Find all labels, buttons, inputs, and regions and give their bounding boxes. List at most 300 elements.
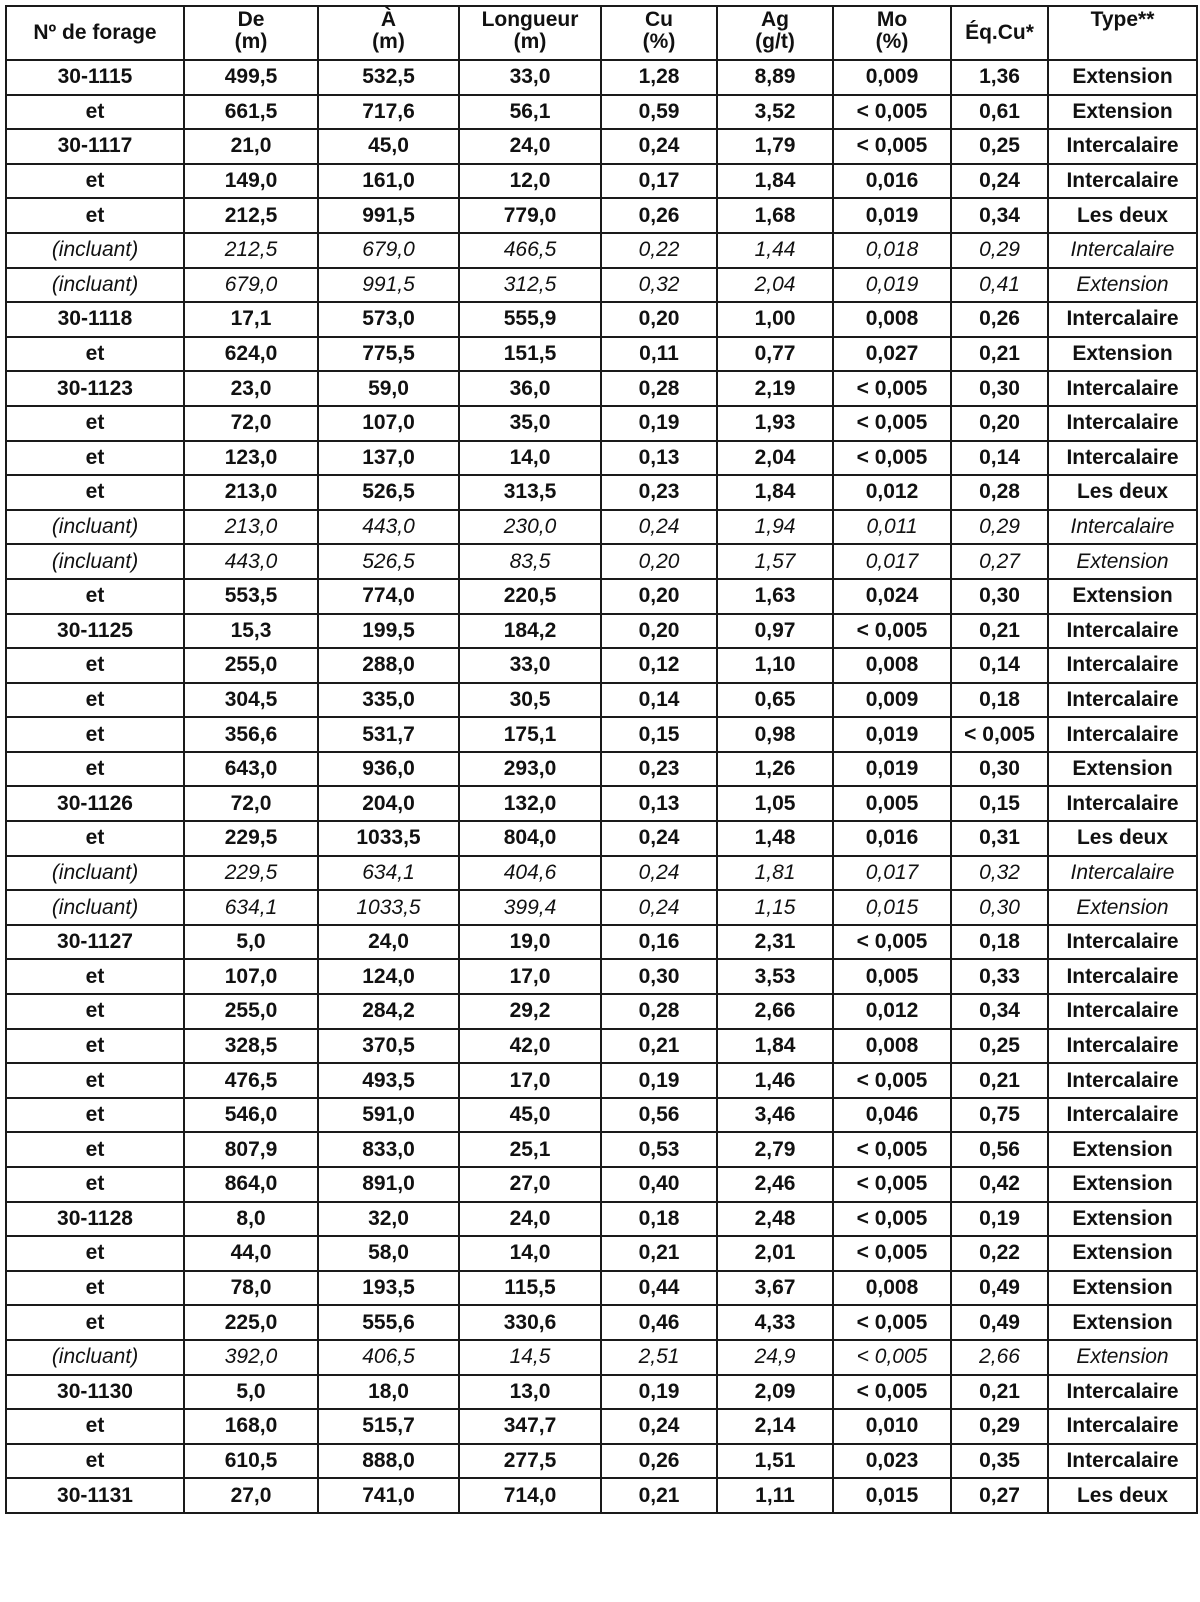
cell-to: 107,0	[318, 406, 459, 441]
cell-to: 137,0	[318, 441, 459, 476]
table-row	[6, 925, 1197, 960]
cell-length: 24,0	[459, 129, 601, 164]
table-row	[6, 1478, 1197, 1513]
cell-mo: 0,016	[833, 821, 951, 856]
cell-hole-id: 30-1118	[6, 302, 184, 337]
cell-type: Extension	[1048, 337, 1197, 372]
cell-cu: 0,24	[601, 129, 717, 164]
cell-type: Extension	[1048, 579, 1197, 614]
cell-cu: 0,13	[601, 441, 717, 476]
cell-mo: 0,019	[833, 752, 951, 787]
cell-length: 804,0	[459, 821, 601, 856]
cell-from: 212,5	[184, 233, 318, 268]
cell-length: 115,5	[459, 1271, 601, 1306]
cell-hole-id: 30-1128	[6, 1202, 184, 1237]
cell-cu-eq: 0,35	[951, 1444, 1048, 1479]
cell-length: 35,0	[459, 406, 601, 441]
cell-hole-id: et	[6, 959, 184, 994]
cell-cu-eq: 0,15	[951, 786, 1048, 821]
cell-to: 526,5	[318, 544, 459, 579]
table-row	[6, 1202, 1197, 1237]
cell-from: 499,5	[184, 60, 318, 95]
cell-to: 591,0	[318, 1098, 459, 1133]
header-label: Type**	[1090, 8, 1155, 31]
cell-length: 330,6	[459, 1305, 601, 1340]
cell-to: 288,0	[318, 648, 459, 683]
cell-hole-id: et	[6, 337, 184, 372]
cell-from: 21,0	[184, 129, 318, 164]
table-row	[6, 579, 1197, 614]
cell-cu: 0,19	[601, 406, 717, 441]
cell-hole-id: et	[6, 717, 184, 752]
cell-from: 553,5	[184, 579, 318, 614]
cell-to: 717,6	[318, 95, 459, 130]
cell-hole-id: et	[6, 406, 184, 441]
column-header-mo	[833, 6, 951, 60]
table-row	[6, 717, 1197, 752]
table-row-including	[6, 544, 1197, 579]
cell-ag: 2,04	[717, 268, 833, 303]
cell-cu: 0,24	[601, 510, 717, 545]
table-header	[6, 6, 1197, 60]
cell-ag: 1,94	[717, 510, 833, 545]
cell-from: 229,5	[184, 856, 318, 891]
cell-to: 634,1	[318, 856, 459, 891]
cell-ag: 2,66	[717, 994, 833, 1029]
cell-cu-eq: 0,14	[951, 648, 1048, 683]
cell-length: 45,0	[459, 1098, 601, 1133]
cell-cu-eq: 0,29	[951, 510, 1048, 545]
cell-cu: 0,24	[601, 856, 717, 891]
cell-length: 132,0	[459, 786, 601, 821]
cell-from: 5,0	[184, 1375, 318, 1410]
cell-to: 18,0	[318, 1375, 459, 1410]
cell-cu-eq: 0,30	[951, 371, 1048, 406]
cell-cu-eq: 0,21	[951, 337, 1048, 372]
header-unit: (m)	[372, 30, 405, 53]
cell-hole-id: et	[6, 198, 184, 233]
cell-hole-id: 30-1131	[6, 1478, 184, 1513]
cell-ag: 1,93	[717, 406, 833, 441]
header-unit: (m)	[234, 30, 268, 53]
column-header-cu-eq	[951, 6, 1048, 60]
cell-hole-id: et	[6, 1305, 184, 1340]
column-header-hole-id	[6, 6, 184, 60]
cell-type: Intercalaire	[1048, 648, 1197, 683]
cell-to: 833,0	[318, 1132, 459, 1167]
cell-from: 123,0	[184, 441, 318, 476]
cell-length: 24,0	[459, 1202, 601, 1237]
cell-length: 230,0	[459, 510, 601, 545]
cell-cu: 0,11	[601, 337, 717, 372]
table-row	[6, 1409, 1197, 1444]
cell-cu-eq: 0,61	[951, 95, 1048, 130]
cell-to: 741,0	[318, 1478, 459, 1513]
cell-to: 199,5	[318, 614, 459, 649]
cell-type: Intercalaire	[1048, 1098, 1197, 1133]
cell-ag: 0,98	[717, 717, 833, 752]
header-unit: (%)	[875, 30, 909, 53]
cell-mo: < 0,005	[833, 129, 951, 164]
cell-mo: < 0,005	[833, 406, 951, 441]
cell-ag: 2,14	[717, 1409, 833, 1444]
cell-from: 610,5	[184, 1444, 318, 1479]
cell-ag: 1,10	[717, 648, 833, 683]
cell-from: 78,0	[184, 1271, 318, 1306]
cell-to: 193,5	[318, 1271, 459, 1306]
cell-length: 555,9	[459, 302, 601, 337]
cell-type: Intercalaire	[1048, 1029, 1197, 1064]
cell-hole-id: 30-1123	[6, 371, 184, 406]
header-unit: (m)	[513, 30, 547, 53]
cell-cu-eq: 0,28	[951, 475, 1048, 510]
cell-from: 107,0	[184, 959, 318, 994]
cell-length: 399,4	[459, 890, 601, 925]
cell-type: Les deux	[1048, 1478, 1197, 1513]
cell-from: 864,0	[184, 1167, 318, 1202]
cell-cu-eq: 2,66	[951, 1340, 1048, 1375]
cell-from: 72,0	[184, 406, 318, 441]
cell-to: 204,0	[318, 786, 459, 821]
cell-type: Intercalaire	[1048, 614, 1197, 649]
table-row	[6, 752, 1197, 787]
cell-to: 991,5	[318, 268, 459, 303]
header-label: Ag	[761, 8, 789, 31]
cell-length: 17,0	[459, 959, 601, 994]
cell-length: 220,5	[459, 579, 601, 614]
cell-to: 493,5	[318, 1063, 459, 1098]
cell-cu: 0,46	[601, 1305, 717, 1340]
cell-length: 277,5	[459, 1444, 601, 1479]
cell-length: 14,0	[459, 1236, 601, 1271]
cell-ag: 1,15	[717, 890, 833, 925]
table-row	[6, 475, 1197, 510]
cell-from: 624,0	[184, 337, 318, 372]
cell-to: 32,0	[318, 1202, 459, 1237]
cell-hole-id: et	[6, 683, 184, 718]
cell-cu-eq: 0,21	[951, 614, 1048, 649]
cell-mo: < 0,005	[833, 1132, 951, 1167]
cell-length: 466,5	[459, 233, 601, 268]
cell-ag: 3,52	[717, 95, 833, 130]
cell-ag: 1,81	[717, 856, 833, 891]
column-header-cu	[601, 6, 717, 60]
cell-type: Intercalaire	[1048, 683, 1197, 718]
cell-hole-id: 30-1117	[6, 129, 184, 164]
cell-mo: < 0,005	[833, 441, 951, 476]
cell-from: 546,0	[184, 1098, 318, 1133]
cell-from: 255,0	[184, 994, 318, 1029]
cell-cu: 0,30	[601, 959, 717, 994]
cell-hole-id: et	[6, 1098, 184, 1133]
cell-cu-eq: 0,42	[951, 1167, 1048, 1202]
cell-to: 555,6	[318, 1305, 459, 1340]
cell-to: 1033,5	[318, 821, 459, 856]
cell-hole-id: et	[6, 579, 184, 614]
cell-cu-eq: 0,56	[951, 1132, 1048, 1167]
cell-ag: 1,84	[717, 164, 833, 199]
cell-ag: 0,97	[717, 614, 833, 649]
cell-mo: 0,008	[833, 1271, 951, 1306]
cell-hole-id: et	[6, 1444, 184, 1479]
cell-cu: 0,26	[601, 1444, 717, 1479]
table-row	[6, 1444, 1197, 1479]
table-row	[6, 1305, 1197, 1340]
cell-mo: 0,017	[833, 544, 951, 579]
cell-cu: 0,17	[601, 164, 717, 199]
cell-to: 774,0	[318, 579, 459, 614]
cell-from: 443,0	[184, 544, 318, 579]
cell-from: 679,0	[184, 268, 318, 303]
cell-mo: 0,008	[833, 302, 951, 337]
cell-cu: 0,20	[601, 614, 717, 649]
cell-from: 5,0	[184, 925, 318, 960]
cell-hole-id: (incluant)	[6, 510, 184, 545]
cell-cu-eq: 0,49	[951, 1305, 1048, 1340]
cell-cu-eq: 0,18	[951, 683, 1048, 718]
cell-cu-eq: 0,26	[951, 302, 1048, 337]
cell-hole-id: 30-1127	[6, 925, 184, 960]
cell-mo: 0,017	[833, 856, 951, 891]
table-row	[6, 302, 1197, 337]
cell-type: Extension	[1048, 1202, 1197, 1237]
cell-cu-eq: 0,27	[951, 544, 1048, 579]
cell-length: 293,0	[459, 752, 601, 787]
header-label: Mo	[876, 8, 908, 31]
cell-cu: 0,40	[601, 1167, 717, 1202]
cell-to: 161,0	[318, 164, 459, 199]
cell-type: Extension	[1048, 95, 1197, 130]
cell-length: 25,1	[459, 1132, 601, 1167]
cell-type: Extension	[1048, 1167, 1197, 1202]
column-header-to	[318, 6, 459, 60]
cell-cu: 0,20	[601, 544, 717, 579]
table-row	[6, 1375, 1197, 1410]
table-row	[6, 1271, 1197, 1306]
column-header-length	[459, 6, 601, 60]
cell-ag: 1,46	[717, 1063, 833, 1098]
cell-ag: 0,65	[717, 683, 833, 718]
cell-mo: 0,011	[833, 510, 951, 545]
cell-ag: 3,46	[717, 1098, 833, 1133]
cell-mo: 0,023	[833, 1444, 951, 1479]
cell-cu: 0,28	[601, 994, 717, 1029]
cell-length: 27,0	[459, 1167, 601, 1202]
header-unit: (%)	[642, 30, 676, 53]
table-row	[6, 1132, 1197, 1167]
cell-to: 532,5	[318, 60, 459, 95]
table-row	[6, 337, 1197, 372]
cell-from: 476,5	[184, 1063, 318, 1098]
cell-length: 14,5	[459, 1340, 601, 1375]
cell-to: 891,0	[318, 1167, 459, 1202]
cell-type: Intercalaire	[1048, 1063, 1197, 1098]
cell-mo: 0,015	[833, 890, 951, 925]
cell-mo: 0,015	[833, 1478, 951, 1513]
cell-cu: 0,13	[601, 786, 717, 821]
cell-to: 58,0	[318, 1236, 459, 1271]
cell-cu: 0,18	[601, 1202, 717, 1237]
cell-length: 56,1	[459, 95, 601, 130]
cell-ag: 2,46	[717, 1167, 833, 1202]
cell-ag: 2,79	[717, 1132, 833, 1167]
cell-ag: 1,57	[717, 544, 833, 579]
cell-cu: 0,24	[601, 821, 717, 856]
cell-mo: 0,008	[833, 1029, 951, 1064]
cell-type: Intercalaire	[1048, 1409, 1197, 1444]
cell-type: Extension	[1048, 60, 1197, 95]
cell-type: Intercalaire	[1048, 371, 1197, 406]
cell-length: 13,0	[459, 1375, 601, 1410]
cell-cu: 0,20	[601, 302, 717, 337]
cell-cu-eq: 0,29	[951, 233, 1048, 268]
table-row	[6, 1098, 1197, 1133]
cell-hole-id: et	[6, 475, 184, 510]
cell-mo: < 0,005	[833, 371, 951, 406]
table-row	[6, 821, 1197, 856]
table-row	[6, 683, 1197, 718]
cell-length: 42,0	[459, 1029, 601, 1064]
cell-to: 991,5	[318, 198, 459, 233]
cell-cu: 0,24	[601, 890, 717, 925]
cell-ag: 1,51	[717, 1444, 833, 1479]
cell-type: Extension	[1048, 1305, 1197, 1340]
cell-from: 149,0	[184, 164, 318, 199]
cell-ag: 1,68	[717, 198, 833, 233]
cell-cu-eq: 0,33	[951, 959, 1048, 994]
cell-ag: 1,84	[717, 1029, 833, 1064]
cell-cu-eq: 0,30	[951, 890, 1048, 925]
cell-hole-id: (incluant)	[6, 268, 184, 303]
table-row-including	[6, 233, 1197, 268]
table-row	[6, 406, 1197, 441]
table-row	[6, 371, 1197, 406]
cell-mo: < 0,005	[833, 1236, 951, 1271]
cell-ag: 1,11	[717, 1478, 833, 1513]
cell-from: 255,0	[184, 648, 318, 683]
cell-to: 406,5	[318, 1340, 459, 1375]
cell-hole-id: (incluant)	[6, 856, 184, 891]
cell-from: 392,0	[184, 1340, 318, 1375]
cell-type: Intercalaire	[1048, 406, 1197, 441]
cell-cu: 0,15	[601, 717, 717, 752]
cell-to: 370,5	[318, 1029, 459, 1064]
cell-type: Intercalaire	[1048, 1444, 1197, 1479]
cell-mo: < 0,005	[833, 614, 951, 649]
cell-ag: 8,89	[717, 60, 833, 95]
cell-from: 8,0	[184, 1202, 318, 1237]
cell-hole-id: et	[6, 1132, 184, 1167]
cell-to: 515,7	[318, 1409, 459, 1444]
cell-to: 443,0	[318, 510, 459, 545]
cell-to: 936,0	[318, 752, 459, 787]
cell-length: 30,5	[459, 683, 601, 718]
cell-hole-id: 30-1115	[6, 60, 184, 95]
cell-ag: 2,09	[717, 1375, 833, 1410]
cell-cu: 0,21	[601, 1029, 717, 1064]
cell-length: 19,0	[459, 925, 601, 960]
cell-from: 229,5	[184, 821, 318, 856]
cell-type: Extension	[1048, 890, 1197, 925]
table-row	[6, 198, 1197, 233]
cell-cu-eq: 0,34	[951, 198, 1048, 233]
cell-ag: 4,33	[717, 1305, 833, 1340]
cell-cu: 0,14	[601, 683, 717, 718]
cell-from: 27,0	[184, 1478, 318, 1513]
cell-length: 313,5	[459, 475, 601, 510]
cell-type: Intercalaire	[1048, 717, 1197, 752]
cell-length: 347,7	[459, 1409, 601, 1444]
cell-cu-eq: 0,29	[951, 1409, 1048, 1444]
cell-cu: 0,22	[601, 233, 717, 268]
header-unit: (g/t)	[755, 30, 795, 53]
cell-type: Les deux	[1048, 198, 1197, 233]
cell-to: 526,5	[318, 475, 459, 510]
cell-cu: 0,32	[601, 268, 717, 303]
cell-type: Extension	[1048, 544, 1197, 579]
cell-length: 33,0	[459, 648, 601, 683]
cell-ag: 3,67	[717, 1271, 833, 1306]
cell-ag: 1,05	[717, 786, 833, 821]
cell-ag: 2,01	[717, 1236, 833, 1271]
cell-ag: 1,84	[717, 475, 833, 510]
cell-from: 356,6	[184, 717, 318, 752]
cell-hole-id: et	[6, 752, 184, 787]
cell-cu: 0,59	[601, 95, 717, 130]
cell-ag: 3,53	[717, 959, 833, 994]
cell-mo: < 0,005	[833, 925, 951, 960]
table-row	[6, 786, 1197, 821]
cell-cu: 0,19	[601, 1063, 717, 1098]
cell-ag: 1,79	[717, 129, 833, 164]
table-row-including	[6, 510, 1197, 545]
cell-hole-id: 30-1125	[6, 614, 184, 649]
cell-cu-eq: 0,25	[951, 129, 1048, 164]
table-row	[6, 614, 1197, 649]
cell-to: 1033,5	[318, 890, 459, 925]
cell-cu-eq: 0,34	[951, 994, 1048, 1029]
cell-type: Intercalaire	[1048, 856, 1197, 891]
cell-type: Intercalaire	[1048, 302, 1197, 337]
cell-from: 168,0	[184, 1409, 318, 1444]
cell-length: 151,5	[459, 337, 601, 372]
cell-hole-id: et	[6, 164, 184, 199]
cell-cu-eq: 0,24	[951, 164, 1048, 199]
column-header-type	[1048, 6, 1197, 60]
cell-cu-eq: 0,75	[951, 1098, 1048, 1133]
cell-from: 304,5	[184, 683, 318, 718]
cell-mo: 0,018	[833, 233, 951, 268]
cell-cu-eq: 0,30	[951, 752, 1048, 787]
cell-type: Intercalaire	[1048, 441, 1197, 476]
table-row-including	[6, 1340, 1197, 1375]
cell-from: 225,0	[184, 1305, 318, 1340]
cell-ag: 2,31	[717, 925, 833, 960]
cell-mo: 0,027	[833, 337, 951, 372]
cell-mo: < 0,005	[833, 1167, 951, 1202]
cell-length: 12,0	[459, 164, 601, 199]
cell-to: 45,0	[318, 129, 459, 164]
cell-length: 83,5	[459, 544, 601, 579]
header-row	[6, 6, 1197, 60]
cell-mo: 0,024	[833, 579, 951, 614]
cell-to: 775,5	[318, 337, 459, 372]
cell-cu: 0,12	[601, 648, 717, 683]
cell-mo: 0,046	[833, 1098, 951, 1133]
table-row	[6, 1029, 1197, 1064]
cell-hole-id: et	[6, 821, 184, 856]
cell-type: Intercalaire	[1048, 786, 1197, 821]
